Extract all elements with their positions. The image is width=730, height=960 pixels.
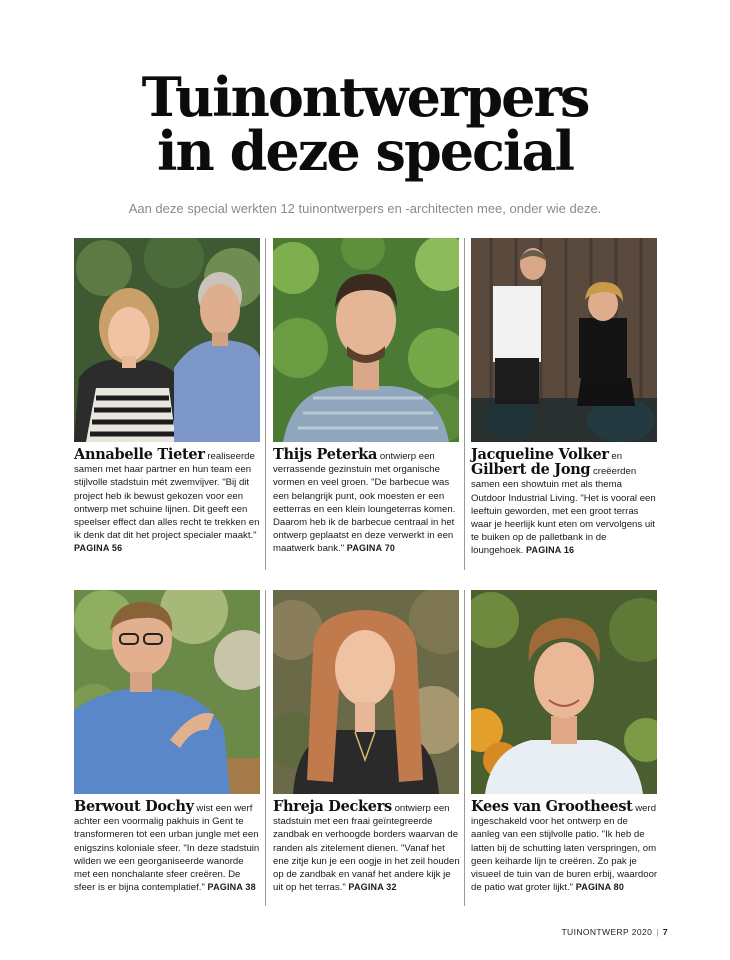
designer-name: Annabelle Tieter (74, 446, 205, 463)
portrait-photo (471, 590, 657, 794)
page-reference: PAGINA 70 (346, 543, 396, 554)
designer-name: Thijs Peterka (273, 446, 378, 463)
portrait-photo (273, 238, 459, 442)
designer-connector: en (611, 451, 623, 462)
page-footer (561, 927, 668, 937)
title-line-1: Tuinontwerpers (141, 65, 589, 129)
designer-description (74, 448, 262, 556)
designer-description (273, 800, 461, 894)
designer-description (74, 800, 262, 894)
page-reference: PAGINA 56 (74, 543, 123, 554)
portrait-photo (471, 238, 657, 442)
designer-text: wist een werf achter een voormalig pakhuis in Gent te transformeren tot een urban jungle met een enigszins koloniale sfeer. "In deze stadstuin wilden we een georganiseerde wanorde met een nonchalante sfeer creëren. De sfeer is er bijna contemplatief." (74, 803, 260, 894)
page-number: 7 (662, 927, 668, 937)
designer-name: Jacqueline Volker (471, 446, 609, 463)
designer-description (471, 800, 659, 894)
column-divider (265, 238, 266, 570)
footer-separator: | (656, 927, 659, 937)
portrait-photo (74, 238, 260, 442)
designer-description (471, 448, 659, 558)
designer-text: ontwierp een stadstuin met een fraai geïntegreerde zandbak en verhoogde borders waarvan de randen als zitelement dienen. "Vanaf het ene zitje kun je een oogje in het zeil houden op de zandbak en vanaf het andere kijk je uit op het terras." (273, 803, 460, 894)
title-line-2: in deze special (157, 119, 573, 183)
page-reference: PAGINA 32 (348, 882, 397, 893)
page-reference: PAGINA 16 (525, 545, 575, 556)
column-divider (464, 238, 465, 570)
designer-name: Fhreja Deckers (273, 798, 392, 815)
page-reference: PAGINA 38 (207, 882, 256, 893)
page-reference: PAGINA 80 (575, 882, 625, 893)
designer-text: werd ingeschakeld voor het ontwerp en de aanleg van een stijlvolle patio. "Ik heb de latten bij de schutting laten verspringen, om geen keiharde lijn te creëren. Zo pak je visueel de tuin van de buren erbij, waardoor de patio wat groter lijkt." (471, 803, 658, 894)
column-divider (265, 590, 266, 906)
designer-text: realiseerde samen met haar partner en hun team een stijlvolle stadstuin mét zwemvijver. "Bij dit project heb ik bewust gekozen voor een ontwerp met schuine lijnen. Dit geeft een speelser effect dan alles recht te trekken en ik denk dat dit het project specialer maakt." (74, 451, 260, 542)
designer-text: creëerden samen een showtuin met als thema Outdoor Industrial Living. "Het is vooral een leeftuin geworden, met een groot terras waar je heerlijk kunt eten om vervolgens uit te buiken op de palletbank in de loungehoek. (471, 466, 656, 557)
designer-name: Berwout Dochy (74, 798, 194, 815)
designer-description (273, 448, 461, 556)
designer-text: ontwierp een verrassende gezinstuin met organische vormen en veel groen. "De barbecue was een belangrijk punt, ook moesten er een eetterras en een klein loungeterras komen. Daarom heb ik de barbecue centraal in het ontwerp geplaatst en deze verwerkt in een maatwerk bank." (273, 451, 456, 555)
designer-name: Kees van Grootheest (471, 798, 633, 815)
portrait-photo (74, 590, 260, 794)
portrait-photo (273, 590, 459, 794)
column-divider (464, 590, 465, 906)
page-subtitle: Aan deze special werkten 12 tuinontwerpers en -architecten mee, onder wie deze. (128, 201, 602, 216)
designer-name-2: Gilbert de Jong (471, 461, 591, 479)
publication-name: TUINONTWERP 2020 (561, 927, 653, 937)
page-title (0, 65, 730, 183)
